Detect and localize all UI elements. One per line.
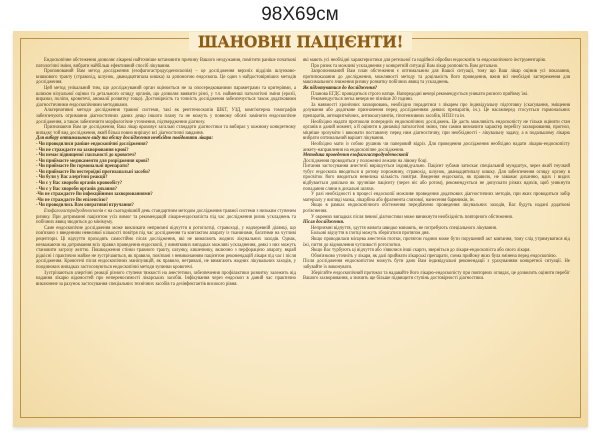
poster-title: ШАНОВНІ ПАЦІЄНТИ! xyxy=(189,32,412,51)
question-item: - Чи були у Вас алергічні реакції? xyxy=(36,175,108,181)
paragraph: Рекомендується легка вечеря не пізніше 20 години. xyxy=(311,97,413,103)
paragraph-text: є на сьогоднішній день стандартним методом дослідження травної системи з низьким ступенем ризику. При дотриманні пацієнтом усіх вимог та рекомендацій лікаря-ендоскопіста під час дослідження ризик ускладнень та побічних явищ зводиться до мінімуму. xyxy=(36,209,296,226)
paragraph: Альтернативні методи дослідження травної системи, такі як рентгеноскопія ШКТ, УЗД, комп'ютерна томографія забезпечують отримання діагностичних даних дещо іншого плану та не можуть у повному обсязі замінити ендоскопічне дослідження, а також забезпечити морфологічне уточнення, підтвердження діагнозу. xyxy=(36,108,296,125)
paragraph: У разі необхідності в процесі ендоскопії можливе проведення додаткових діагностичних методів, при яких проводиться забір матеріалу у вигляді мазка, лікарбіна або фрагмента слизової, нанесення барвників, ін. xyxy=(303,192,570,203)
question-item: - Чи проводилися раніше ендоскопічні дослідження? xyxy=(36,141,148,147)
left-column xyxy=(36,58,296,287)
paragraph: Необхідно мати із собою рушник чи паперовий відріз. Для проведення дослідження необхідно надати лікарю-ендоскопісту анкету-направлення на ендоскопічне дослідження. xyxy=(303,141,570,153)
question-item: - Чи є у Вас хвороби органів дихання? xyxy=(36,186,117,192)
question-item: - Чи приймаєте Ви нестероїдні протизапальні засоби? xyxy=(36,169,151,175)
size-label: 98X69см xyxy=(261,4,339,25)
question-item: - Чи немає підвищеної схильності до кровотеч? xyxy=(36,153,137,159)
question-item: - Чи не страждаєте на захворювання крові? xyxy=(36,147,129,153)
question-item: - Чи проводились Вам оперативні втручання? xyxy=(36,203,134,209)
paragraph: Дослідження проводиться у положенні лежачи на лівому боці. xyxy=(303,158,428,164)
info-poster xyxy=(13,31,588,427)
term-emphasis: Езофагогастродуоденоскопія xyxy=(44,209,104,215)
paragraph: Питання застосування анестезії вирішується індивідуально. Пацієнт зубами затискає спеціальний мундштук, через який гнучкий тубус ендоскопа вводиться в ротову порожнину, стравохід, шлунок, дванадцятипалу кишку. Для забезпечення огляду органу в просвіток його вводиться невелика кількість повітря. Введення ендоскопа, як правило, не заважає диханню, вдих і видих відбувається довільно як зручніше пацієнту (через ніс або ротом), рекомендується не допускати різких вдихів, щоб уникнути попадання слини в дихальні шляхи. xyxy=(303,164,570,192)
paragraph: Саме ендоскопічне дослідження може викликати неприємні відчуття в ротоглотці, стравоході, у надчеревній ділянці, що пов'язано з введенням невеликої кількості повітря під час дослідження та контактом апарату із тканинами, багатими на чутливі рецептори. Ці відчуття проходять самостійно після дослідження, які не вимагають жодних лікувальних заходів. Однак, незважаючи на дотримання всіх правил проведення ендоскопії, у виняткових випадках можливі ускладнення, деякі з них можуть становити загрозу життю. Пошкодження стінки травного тракту, шлунку, кишечнику, включно з перфорацією апарату, вкрай рідкісні і практично майже не зустрічаються, як правило, пов'язані з невиконанням пацієнтом рекомендацій лікаря під час і після дослідження. Кровотечі після ендоскопічних маніпуляцій, як правило, нетривалі, не вимагають жодних лікувальних заходів, у поодиноких випадках застосовуються ендоскопічні методи зупинки кровотечі. xyxy=(36,225,296,270)
paragraph: Пропонований Вам метод дослідження (езофагогастродуоденоскопія) – це дослідження верхніх відділів шлунково-кишкового тракту (стравохід, шлунок, дванадцятипала кишка) за допомогою ендоскопа. Це один з найдостовірніших методів дослідження. xyxy=(36,69,296,86)
paragraph: Обов'язково уточніть у лікаря, як далі приймати лікарські препарати, схема прийому яких була змінена перед ендоскопією. xyxy=(311,253,557,259)
paragraph: У окремих випадках після певної діагностики може виникнути необхідність повторного обстеження. xyxy=(311,214,513,220)
question-item: - Чи приймаєте Ви гормональні препарати? xyxy=(36,164,130,170)
paragraph xyxy=(36,209,296,226)
paragraph: Якщо Вас турбують ці відчуття або з'явилися інші скарги, зверніться до лікаря-ендоскопіста або свого лікаря. xyxy=(311,248,531,254)
paragraph: Запропонований Вам план обстеження є оптимальним для Вашої ситуації, тому що Ваш лікар оцінив усі показання, протипоказання до дослідження, можливості методу та доцільність його проведення, вжив всі необхідні застереження для максимального зниження ризику розвитку побічних явищ та ускладнень. xyxy=(303,69,570,86)
paragraph: Неприємні відчуття, здуття живота швидко минають, не потребують спеціального лікування. xyxy=(311,225,498,231)
question-item: -Чи не страждаєте Ви інфекційними захворюваннями? xyxy=(36,192,153,198)
paragraph: Зустрічаються алергічні реакції різного ступеня тяжкості на анестетики, забезпечення профілактики розвитку залежить від надання лікарю відомостей про непереносимості лікарських засобів. Інфікування через ендоскоп в даний час практично виключене за рахунок застосування спеціальних технічних засобів та дезінфектантів високого рівня. xyxy=(36,270,296,287)
poster-title-wrap xyxy=(13,32,588,52)
paragraph: Цей метод унікальний тим, що досліджуваний орган оцінюється не за опосередкованими параметрами та критеріями, а шляхом візуальної оцінки та детального огляду органів, що дозволяє виявити різні, у т.ч. найменші патологічні зміни (ерозії, виразки, поліпи, кровотечі, аномалії розвитку тощо). Достовірність та точність дослідження забезпечується також додатковими діагностичними ендоскопічними методиками. xyxy=(36,85,296,108)
paragraph: які мають усі необхідні характеристики для ретельної та надійної обробки ендоскопів та ендоскопічного інструментарію. xyxy=(303,58,547,63)
preparation-heading: Як підготуватися до дослідження? xyxy=(303,85,378,91)
right-column xyxy=(303,58,570,282)
questions-heading: Для вибору оптимального виду та обсягу дослідження необхідно повідомити лікаря: xyxy=(36,136,214,142)
paragraph: Больові відчуття в глотці можуть зберігатися протягом дня. xyxy=(311,231,430,237)
question-item: - Чи приймаєте медикаменти для розрідження крові? xyxy=(36,158,150,164)
paragraph: Ендоскопічне обстеження дозволяє лікареві найточніше встановити причину Вашого нездужання, помітити раніше початкові патологічні зміни, вибрати найбільш ефективний спосіб лікування. xyxy=(36,58,296,69)
paragraph: Після дослідження ендоскопістом можуть бути дано Вам індивідуальні рекомендації з урахуванням конкретної ситуації. Не забувайте їх виконувати. xyxy=(303,259,570,270)
paragraph: Якщо в рамках ендоскопічного обстеження передбачено проведення лікувальних заходів, Вас будуть надані додаткові роз'яснення. xyxy=(303,203,570,215)
method-heading: Методика проведення езофагогастродуоденоскопії xyxy=(303,153,409,159)
paragraph: Призначаючи Вам це дослідження, Ваш лікар враховує загальні стандарти діагностики та вибирає у кожному конкретному випадку той вид дослідження, який більш повно вирішує всі діагностичні завдання. xyxy=(36,125,296,136)
paragraph: Зберігайте ендоскопічний протокол та надавайте його лікарю-ендоскопісту при повторних оглядах, це дозволить оцінити перебіг Вашого захворювання, а значить ще більше підвищити ступінь достовірності діагностики. xyxy=(303,270,570,282)
question-item: - Чи є у Вас хвороби органів кровообігу? xyxy=(36,181,123,187)
paragraph: Необхідно надати протоколи попередніх ендоскопічних досліджень. Це дасть можливість ендоскопісту не тільки оцінити стан органів в даний момент, а й оцінити в динаміці патологічні зміни, тим самим визначити характер перебігу захворювання, прогноз, міцніше зрозуміти і виконати поставлену перед ним діагностичну, при необхідності - лікувальну задачу, а в подальшому лікарю вибрати оптимальний варіант лікування. xyxy=(303,119,570,142)
paragraph: За наявності хронічних захворювань, необхідно порадитися з лікарем про індивідуальну підготовку (скасування, зміщення дозування або додаткове призначення перед дослідженням деяких препаратів, ін.). Це насамперед стосується гормональних препаратів, антиаритмічних, антикоагулянтів, гіпотензивних засобів, НПЗЗ та ін. xyxy=(303,102,570,119)
paragraph: Планова ЕГДС проводиться строго натще. Напередодні вечері рекомендується уникати рясного прийому їжі. xyxy=(311,91,529,97)
question-item: -Чи не страждаєте Ви епілепсією? xyxy=(36,197,108,203)
after-heading: Після дослідження. xyxy=(303,220,345,226)
paragraph: Про ризик та можливі ускладнення у конкретній ситуації Вам лікар розповість Вам детально. xyxy=(311,63,499,69)
paragraph: Якщо проводилася місцева анестезія глотки, протягом години може бути порушений акт ковтання, тому слід утримуватися від їжі, пиття до відновлення чутливості ротоглотки. xyxy=(303,237,570,248)
